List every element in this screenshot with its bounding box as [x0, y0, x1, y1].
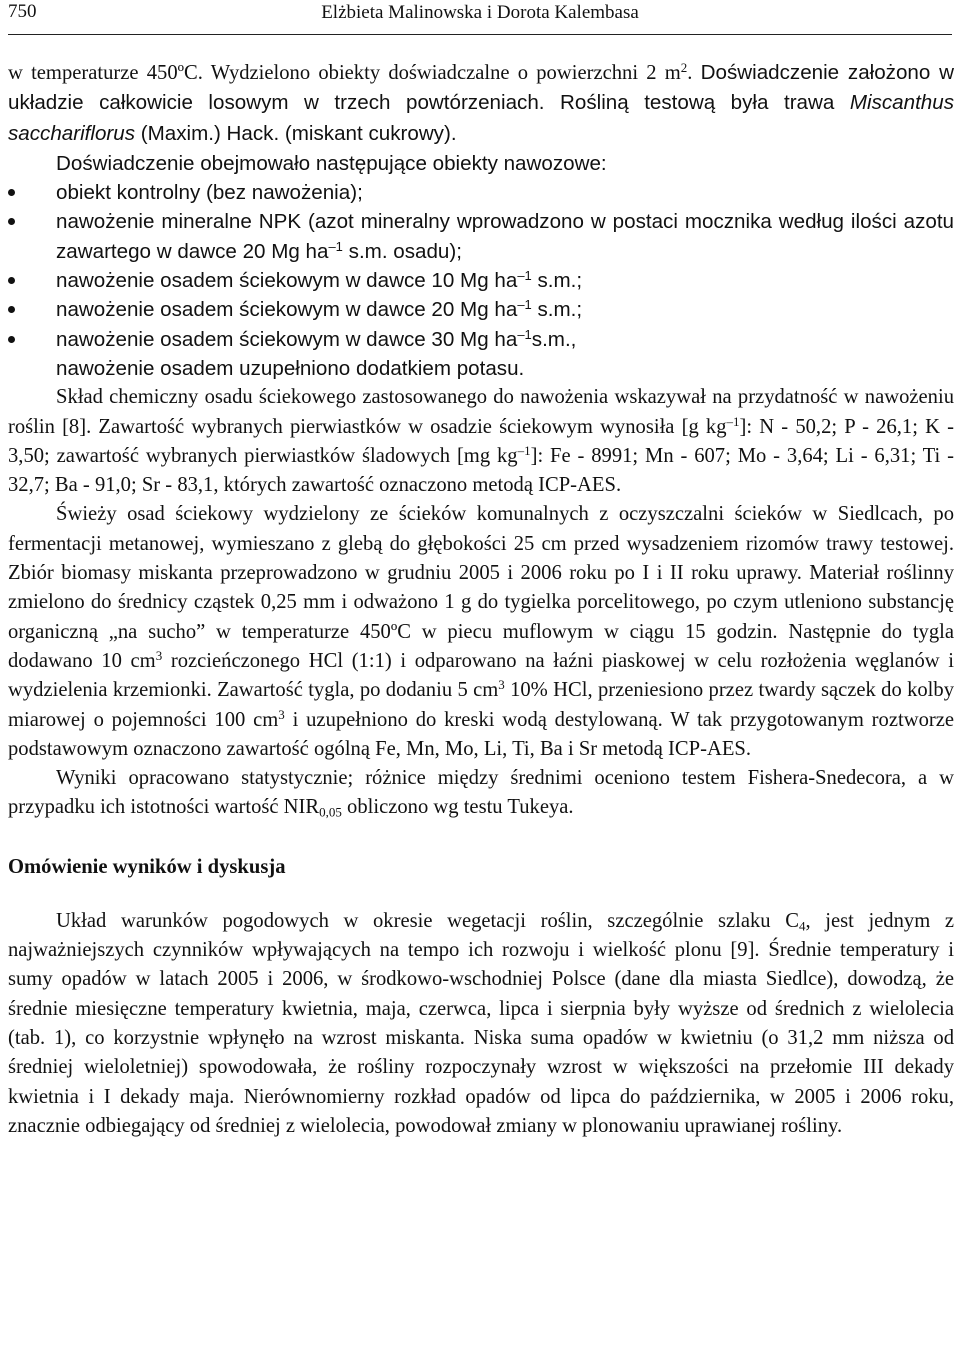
list-item-text: nawożenie osadem ściekowym w dawce 30 Mg ha	[56, 327, 518, 351]
list-item	[8, 325, 954, 354]
exponent-sup: 3	[498, 677, 505, 693]
para-text: ]: N - 50,2; P - 26,1; K - 3,50; zawartość wybranych pierwiastków śladowych [mg kg	[8, 415, 954, 467]
list-continuation: nawożenie osadem uzupełniono dodatkiem potasu.	[56, 356, 525, 380]
list-item-text-end: s.m. osadu);	[342, 239, 462, 263]
intro-text-1: w temperaturze 450ºC. Wydzielono obiekty doświadczalne o powierzchni 2 m	[8, 62, 681, 84]
intro-text-1-end: .	[687, 62, 693, 84]
exponent-sup: –1	[726, 413, 740, 429]
para-text: Świeży osad ściekowy wydzielony ze ścieków komunalnych z oczyszczalni ścieków w Siedlcach, po fermentacji metanowej, wymieszano z glebą do głębokości 25 cm przed wysadzeniem rizomów trawy testowej. Zbiór biomasy miskanta przeprowadzono w grudniu 2005 i 2006 roku po I i II roku uprawy. Materiał roślinny zmielono do średnicy cząstek 0,25 mm i odważono 1 g do tygielka porcelitowego, po czym utleniono substancję organiczną „na sucho” w temperaturze 450ºC w piecu muflowym w ciągu 15 godzin. Następnie do tygla dodawano 10 cm	[8, 503, 954, 672]
species-name: Miscanthus sacchariflorus	[8, 91, 954, 145]
paragraph-methods	[8, 500, 954, 764]
list-item	[8, 295, 954, 324]
para-text: rozcieńczonego HCl (1:1) i odparowano na łaźni piaskowej w celu rozłożenia węglanów i wydzielenia krzemionki. Zawartość tygla, po dodaniu 5 cm	[8, 649, 954, 702]
fertilization-objects-list	[8, 178, 954, 354]
list-item-text-end: s.m.;	[531, 269, 583, 293]
bullet-icon	[8, 218, 15, 225]
paragraph-results	[8, 907, 954, 1141]
list-item	[8, 266, 954, 295]
para-text: , jest jednym z najważniejszych czynników wpływających na tempo ich rozwoju i wielkość plonu [9]. Średnie temperatury i sumy opadów w latach 2005 i 2006, w środkowo-wschodniej Polsce (dane dla miasta Siedlce), dowodzą, że średnie miesięczne temperatury kwietnia, maja, czerwca, lipca i sierpnia były wyższe od średnich z wielolecia (tab. 1), co korzystnie wpłynęło na wzrost miskanta. Niska suma opadów w kwietniu (o 31,2 mm niższa od średniej wieloletniej) spowodowała, że rośliny rozpoczynały wzrost w większości na przełomie III dekady kwietnia i I dekady maja. Nierównomierny rozkład opadów od lipca do października, w 2005 i 2006 roku, znacznie odbiegający od średniej z wielolecia, powodował zmiany w plonowaniu uprawianej rośliny.	[8, 909, 954, 1137]
c4-subscript: 4	[798, 917, 806, 933]
list-item	[8, 207, 954, 266]
list-item-text-end: s.m.;	[531, 298, 583, 322]
exponent-sup: –1	[517, 297, 532, 313]
page-number: 750	[8, 1, 37, 22]
para-text: Układ warunków pogodowych w okresie wegetacji roślin, szczególnie szlaku C	[56, 909, 799, 932]
exponent-sup: –1	[517, 442, 531, 458]
para-text: obliczono wg testu Tukeya.	[341, 796, 574, 819]
paragraph-statistics	[8, 764, 954, 823]
para-text: ]: Fe - 8991; Mn - 607; Mo - 3,64; Li - 6,31; Ti - 32,7; Ba - 91,0; Sr - 83,1, których zawartość oznaczono metodą ICP-AES.	[8, 444, 954, 497]
para-text: Skład chemiczny osadu ściekowego zastosowanego do nawożenia wskazywał na przydatność w nawożeniu roślin [8]. Zawartość wybranych pierwiastków w osadzie ściekowym wynosiła [g kg	[8, 386, 954, 438]
bullet-icon	[8, 336, 15, 343]
species-author: (Maxim.) Hack. (miskant cukrowy).	[135, 121, 457, 145]
intro-text-2: Doświadczenie założono w układzie całkowicie losowym w trzech powtórzeniach. Rośliną testową była trawa	[8, 61, 954, 115]
intro-paragraph	[8, 58, 954, 149]
page-body	[8, 58, 954, 1141]
list-item-text: nawożenie osadem ściekowym w dawce 20 Mg ha	[56, 298, 518, 322]
paragraph-sludge-composition	[8, 383, 954, 500]
exponent-sup: 3	[155, 647, 163, 663]
section-heading: Omówienie wyników i dyskusja	[8, 855, 286, 878]
area-unit-sup: 2	[680, 59, 688, 75]
bullet-icon	[8, 306, 15, 313]
exponent-sup: –1	[517, 267, 532, 283]
para-text: 10% HCl, przeniesiono przez twardy sączek do kolby miarowej o pojemności 100 cm	[8, 679, 954, 731]
page-header	[8, 0, 952, 35]
list-item	[8, 178, 954, 207]
list-item-text: nawożenie osadem ściekowym w dawce 10 Mg ha	[56, 269, 518, 293]
bullet-icon	[8, 189, 15, 196]
exponent-sup: –1	[328, 238, 343, 254]
list-item-text: obiekt kontrolny (bez nawożenia);	[56, 181, 363, 205]
bullet-icon	[8, 277, 15, 284]
exponent-sup: 3	[278, 706, 285, 722]
objects-intro: Doświadczenie obejmowało następujące obiekty nawozowe:	[56, 151, 607, 175]
para-text: Wyniki opracowano statystycznie; różnice między średnimi oceniono testem Fishera-Snedecora, a w przypadku ich istotności wartość NIR	[8, 767, 954, 819]
exponent-sup: –1	[517, 326, 532, 342]
list-item-text-end: s.m.,	[531, 327, 577, 351]
list-item-text: nawożenie mineralne NPK (azot mineralny wprowadzono w postaci mocznika według ilości azotu zawartego w dawce 20 Mg ha	[56, 210, 954, 263]
para-text: i uzupełniono do kreski wodą destylowaną. W tak przygotowanym roztworze podstawowym oznaczono zawartość ogólną Fe, Mn, Mo, Li, Ti, Ba i Sr metodą ICP-AES.	[8, 708, 954, 760]
running-head-authors: Elżbieta Malinowska i Dorota Kalembasa	[321, 2, 639, 23]
nir-subscript: 0,05	[319, 804, 342, 820]
